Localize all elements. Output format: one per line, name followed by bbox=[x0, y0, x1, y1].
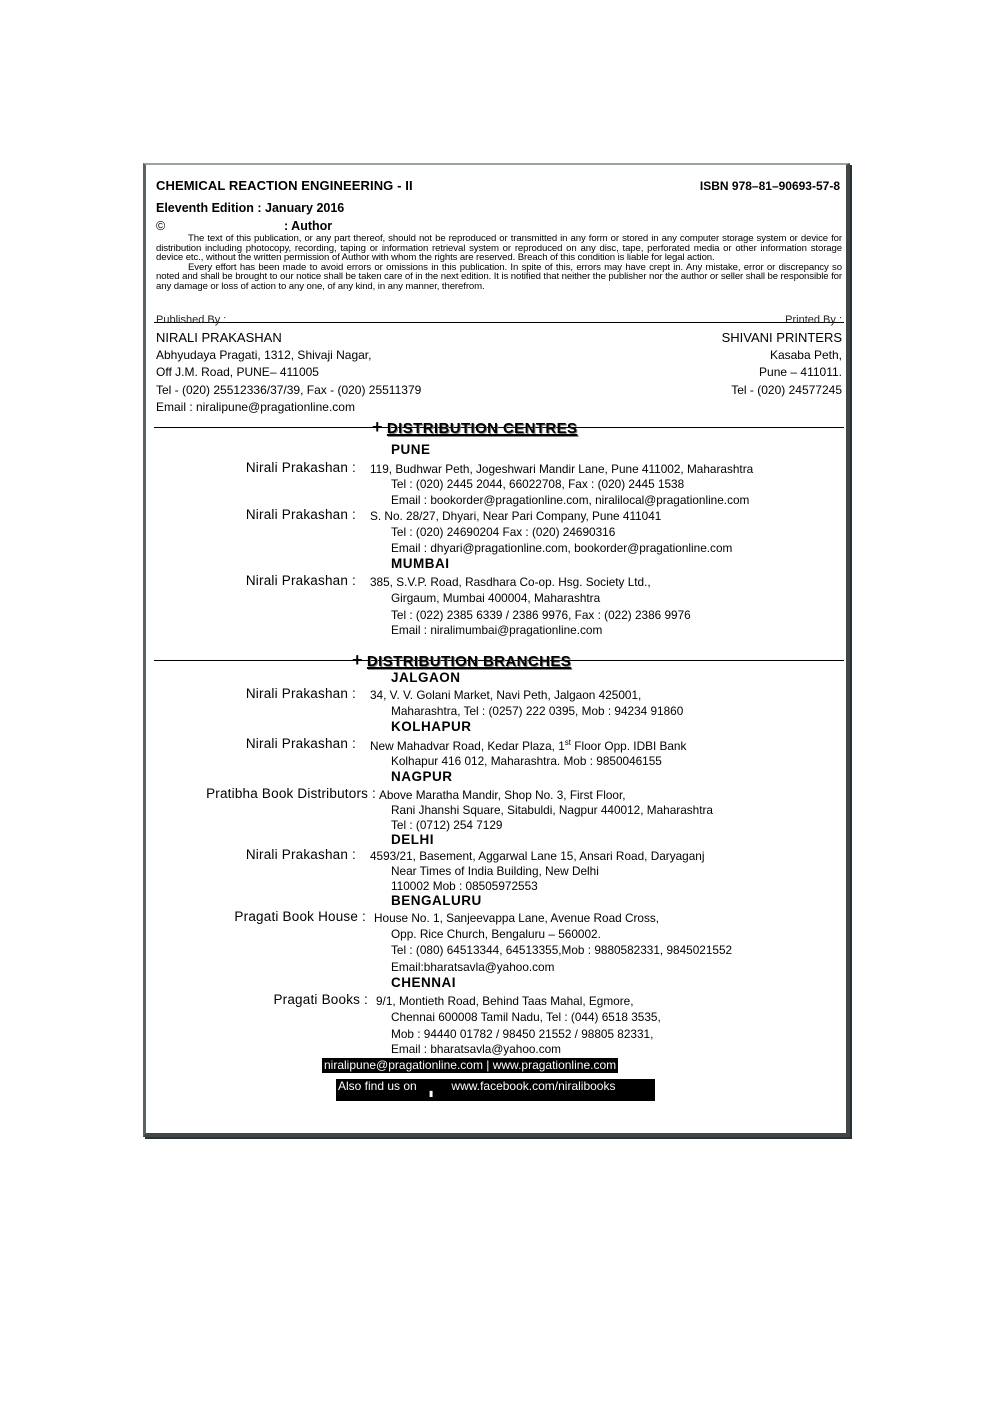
phone-line: 110002 Mob : 08505972553 bbox=[391, 879, 538, 893]
phone-line: Tel : (022) 2385 6339 / 2386 9976, Fax : (022) 2386 9976 bbox=[391, 608, 691, 622]
social-bar[interactable] bbox=[336, 1079, 655, 1101]
email-line: Email : bookorder@pragationline.com, niralilocal@pragationline.com bbox=[391, 493, 750, 507]
city-heading-bengaluru: BENGALURU bbox=[391, 893, 482, 908]
distribution-branches-heading: + DISTRIBUTION BRANCHES bbox=[352, 650, 572, 670]
printer-name: SHIVANI PRINTERS bbox=[721, 330, 842, 345]
publisher-name: NIRALI PRAKASHAN bbox=[156, 330, 282, 345]
copyright-icon: © bbox=[156, 219, 166, 233]
distributor-name: Pragati Book House : bbox=[234, 909, 366, 924]
printer-address-line: Pune – 411011. bbox=[759, 365, 842, 379]
plus-icon: + bbox=[372, 417, 383, 437]
address-line: Above Maratha Mandir, Shop No. 3, First Floor, bbox=[379, 788, 626, 802]
address-line: Near Times of India Building, New Delhi bbox=[391, 864, 599, 878]
email-line: Email : niralimumbai@pragationline.com bbox=[391, 623, 603, 637]
distributor-name: Nirali Prakashan : bbox=[245, 507, 356, 522]
address-line: 4593/21, Basement, Aggarwal Lane 15, Ansari Road, Daryaganj bbox=[370, 849, 705, 863]
city-heading-mumbai: MUMBAI bbox=[391, 556, 450, 571]
printed-by-label: Printed By : bbox=[785, 314, 842, 326]
printer-block bbox=[722, 329, 842, 399]
city-heading-kolhapur: KOLHAPUR bbox=[391, 719, 472, 734]
distributor-name: Nirali Prakashan : bbox=[245, 686, 356, 701]
city-heading-nagpur: NAGPUR bbox=[391, 769, 453, 784]
legal-paragraph: The text of this publication, or any part thereof, should not be reproduced or transmitted in any form or stored in any computer storage system or device for distribution including photocopy, recording, taping or information retrieval system or reproduced on any disc, tape, perforated media or other information storage device etc., without the written permission of Author with whom the rights are reserved. Breach of this condition is liable for legal action. bbox=[156, 233, 842, 264]
social-prefix: Also find us on bbox=[338, 1079, 417, 1093]
facebook-icon: ▮ bbox=[428, 1089, 434, 1098]
isbn: ISBN 978–81–90693-57-8 bbox=[699, 179, 840, 193]
page-frame bbox=[143, 163, 850, 1137]
facebook-url[interactable]: www.facebook.com/niralibooks bbox=[451, 1079, 616, 1093]
address-line: Kolhapur 416 012, Maharashtra. Mob : 9850046155 bbox=[391, 754, 662, 768]
phone-line: Mob : 94440 01782 / 98450 21552 / 98805 82331, bbox=[391, 1027, 654, 1041]
publisher-address-line: Abhyudaya Pragati, 1312, Shivaji Nagar, bbox=[156, 347, 372, 362]
distribution-centres-heading: + DISTRIBUTION CENTRES bbox=[372, 417, 578, 437]
city-heading-chennai: CHENNAI bbox=[391, 975, 457, 990]
address-line: S. No. 28/27, Dhyari, Near Pari Company, Pune 411041 bbox=[370, 509, 662, 523]
distributor-name: Pragati Books : bbox=[273, 992, 368, 1007]
email-line: Email : dhyari@pragationline.com, bookorder@pragationline.com bbox=[391, 541, 733, 555]
phone-line: Tel : (0712) 254 7129 bbox=[391, 818, 503, 832]
address-line: Rani Jhanshi Square, Sitabuldi, Nagpur 440012, Maharashtra bbox=[391, 803, 713, 817]
contact-bar[interactable]: niralipune@pragationline.com | www.pragationline.com bbox=[324, 1058, 617, 1072]
legal-paragraph: Every effort has been made to avoid errors or omissions in this publication. In spite of this, errors may have crept in. Any mistake, error or discrepancy so noted and shall be brought to our notice shall be taken care of in the next edition. It is notified that neither the publisher nor the author or seller shall be responsible for any damage or loss of action to any one, of any kind, in any manner, therefrom. bbox=[156, 261, 842, 292]
address-line: 9/1, Montieth Road, Behind Taas Mahal, Egmore, bbox=[376, 994, 634, 1008]
distributor-name: Nirali Prakashan : bbox=[245, 736, 356, 751]
city-heading-delhi: DELHI bbox=[391, 832, 434, 847]
address-line: House No. 1, Sanjeevappa Lane, Avenue Road Cross, bbox=[374, 911, 660, 925]
phone-line: Tel : (020) 2445 2044, 66022708, Fax : (020) 2445 1538 bbox=[391, 477, 685, 491]
publisher-block bbox=[156, 329, 421, 417]
printer-address-line: Kasaba Peth, bbox=[769, 347, 842, 362]
phone-line: Tel : (020) 24690204 Fax : (020) 24690316 bbox=[391, 525, 616, 539]
distributor-name: Nirali Prakashan : bbox=[245, 573, 356, 588]
distributor-name: Nirali Prakashan : bbox=[245, 847, 356, 862]
address-line: 34, V. V. Golani Market, Navi Peth, Jalgaon 425001, bbox=[370, 688, 642, 702]
distributor-name: Pratibha Book Distributors : bbox=[206, 786, 376, 801]
divider bbox=[154, 322, 844, 323]
book-title: CHEMICAL REACTION ENGINEERING - II bbox=[156, 178, 413, 193]
phone-line: Tel : (080) 64513344, 64513355,Mob : 9880582331, 9845021552 bbox=[391, 943, 733, 957]
address-line: Maharashtra, Tel : (0257) 222 0395, Mob : 94234 91860 bbox=[391, 704, 684, 718]
address-line: Chennai 600008 Tamil Nadu, Tel : (044) 6518 3535, bbox=[391, 1010, 661, 1024]
address-line: New Mahadvar Road, Kedar Plaza, 1st Floor Opp. IDBI Bank bbox=[370, 738, 687, 753]
address-line: 385, S.V.P. Road, Rasdhara Co-op. Hsg. Society Ltd., bbox=[370, 575, 651, 589]
publisher-address-line: Off J.M. Road, PUNE– 411005 bbox=[156, 365, 319, 379]
published-by-label: Published By : bbox=[156, 314, 227, 326]
address-line: 119, Budhwar Peth, Jogeshwari Mandir Lane, Pune 411002, Maharashtra bbox=[370, 462, 754, 476]
distributor-name: Nirali Prakashan : bbox=[245, 460, 356, 475]
publisher-email: Email : niralipune@pragationline.com bbox=[156, 400, 355, 414]
city-heading-pune: PUNE bbox=[391, 442, 431, 457]
printer-phone: Tel - (020) 24577245 bbox=[731, 382, 842, 397]
address-line: Girgaum, Mumbai 400004, Maharashtra bbox=[391, 591, 601, 605]
email-line: Email:bharatsavla@yahoo.com bbox=[391, 960, 555, 974]
edition: Eleventh Edition : January 2016 bbox=[156, 201, 345, 215]
legal-notice bbox=[156, 234, 842, 292]
email-line: Email : bharatsavla@yahoo.com bbox=[391, 1042, 562, 1056]
city-heading-jalgaon: JALGAON bbox=[391, 670, 461, 685]
copyright-row bbox=[156, 219, 332, 233]
publisher-phone: Tel - (020) 25512336/37/39, Fax - (020) 25511379 bbox=[156, 382, 422, 397]
address-line: Opp. Rice Church, Bengaluru – 560002. bbox=[391, 927, 601, 941]
copyright-holder: : Author bbox=[284, 219, 333, 233]
plus-icon: + bbox=[352, 650, 363, 670]
